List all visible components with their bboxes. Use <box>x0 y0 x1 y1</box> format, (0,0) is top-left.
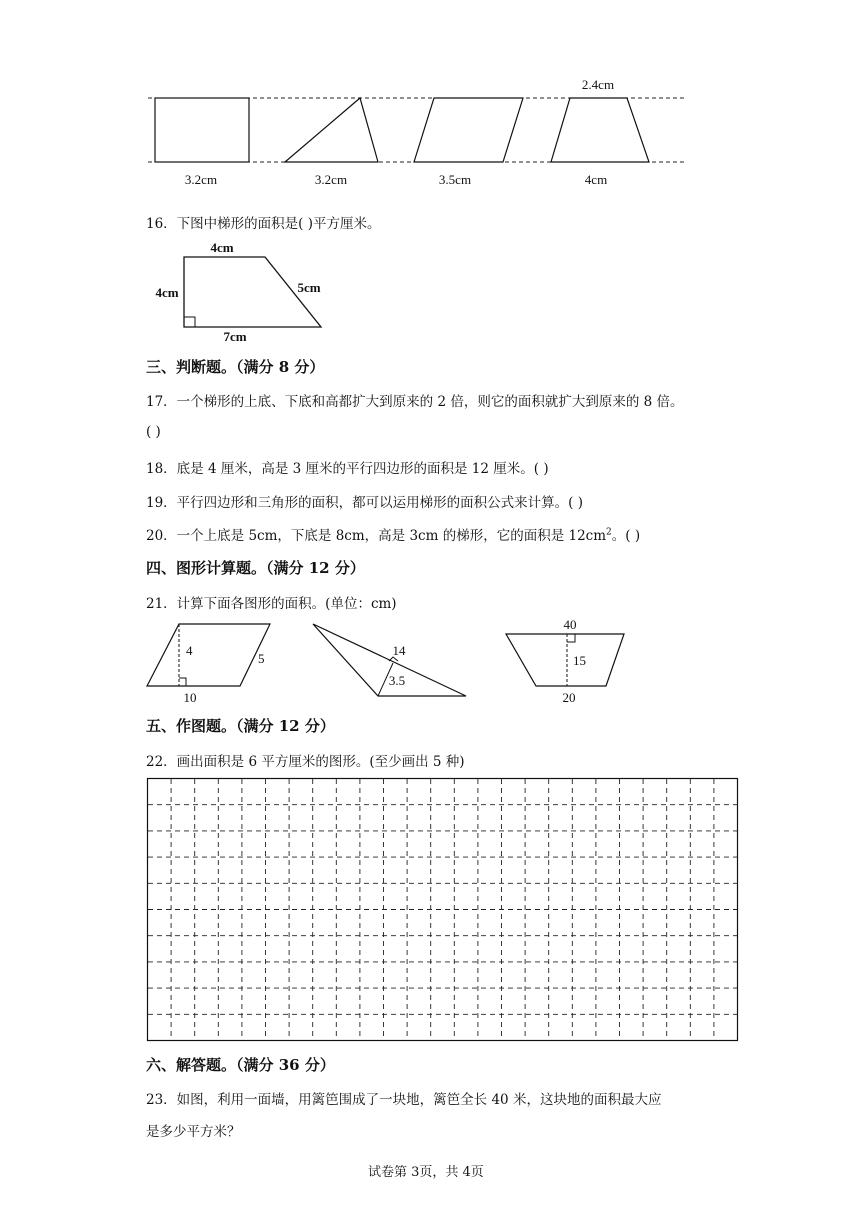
q21-parallelogram-height-label: 4 <box>186 643 193 658</box>
trap-top-label: 4cm <box>210 240 234 255</box>
trapezoid-shape <box>551 98 649 162</box>
q21-triangle-base-label: 14 <box>392 643 406 658</box>
grid-border <box>148 779 738 1041</box>
trapezoid-top-label: 2.4cm <box>581 77 615 92</box>
right-angle-mark <box>184 317 195 327</box>
q16-trapezoid-figure <box>0 230 860 350</box>
triangle-shape <box>285 98 378 162</box>
q21-parallelogram-base-label: 10 <box>183 690 197 705</box>
rect-base-label: 3.2cm <box>184 172 218 187</box>
section-4-title: 四、图形计算题。（满分 12 分） <box>146 559 365 577</box>
question-23-line-1: 23．如图，利用一面墙，用篱笆围成了一块地，篱笆全长 40 米，这块地的面积最大应 <box>146 1092 662 1108</box>
q21-parallelogram <box>147 624 270 686</box>
question-18: 18．底是 4 厘米，高是 3 厘米的平行四边形的面积是 12 厘米。( ) <box>146 461 549 477</box>
trap-slant-label: 5cm <box>297 280 321 295</box>
question-20-text: 20．一个上底是 5cm，下底是 8cm，高是 3cm 的梯形，它的面积是 12cm <box>146 528 607 544</box>
q21-trapezoid <box>506 634 624 686</box>
triangle-base-label: 3.2cm <box>314 172 348 187</box>
question-19: 19．平行四边形和三角形的面积，都可以运用梯形的面积公式来计算。( ) <box>146 495 584 511</box>
question-21: 21．计算下面各图形的面积。(单位：cm) <box>146 596 397 612</box>
page-footer: 试卷第 3页，共 4页 <box>368 1165 484 1180</box>
superscript-2: 2 <box>606 527 612 538</box>
q21-trapezoid-bottom-label: 20 <box>562 690 576 705</box>
q21-trapezoid-top-label: 40 <box>563 617 577 632</box>
parallelogram-base-label: 3.5cm <box>438 172 472 187</box>
q21-trapezoid-right-angle <box>567 634 575 642</box>
grid-lines <box>148 779 737 1040</box>
q21-figures <box>0 615 860 705</box>
question-17: 17．一个梯形的上底、下底和高都扩大到原来的 2 倍，则它的面积就扩大到原来的 8 倍。 <box>146 394 684 410</box>
question-20-blank: 。( ) <box>611 528 641 544</box>
section-3-title: 三、判断题。（满分 8 分） <box>146 358 325 376</box>
question-22: 22．画出面积是 6 平方厘米的图形。(至少画出 5 种) <box>146 754 465 770</box>
section-5-title: 五、作图题。（满分 12 分） <box>146 717 335 735</box>
drawing-grid[interactable] <box>147 778 739 1042</box>
question-20 <box>146 524 640 544</box>
q21-parallelogram-right-angle <box>179 678 186 686</box>
question-17-blank: ( ) <box>146 424 161 440</box>
question-23-line-2: 是多少平方米？ <box>146 1124 241 1140</box>
trap-left-label: 4cm <box>155 285 179 300</box>
parallelogram-shape <box>414 98 523 162</box>
q21-triangle-height-label: 3.5 <box>388 673 406 688</box>
trapezoid-base-label: 4cm <box>584 172 608 187</box>
q21-trapezoid-height-label: 15 <box>573 653 586 668</box>
q15-figures <box>0 0 860 200</box>
trap-bottom-label: 7cm <box>223 329 247 344</box>
q21-parallelogram-side-label: 5 <box>258 651 265 666</box>
section-6-title: 六、解答题。（满分 36 分） <box>146 1056 335 1074</box>
question-16: 16．下图中梯形的面积是( )平方厘米。 <box>146 216 381 232</box>
rectangle-shape <box>155 98 249 162</box>
